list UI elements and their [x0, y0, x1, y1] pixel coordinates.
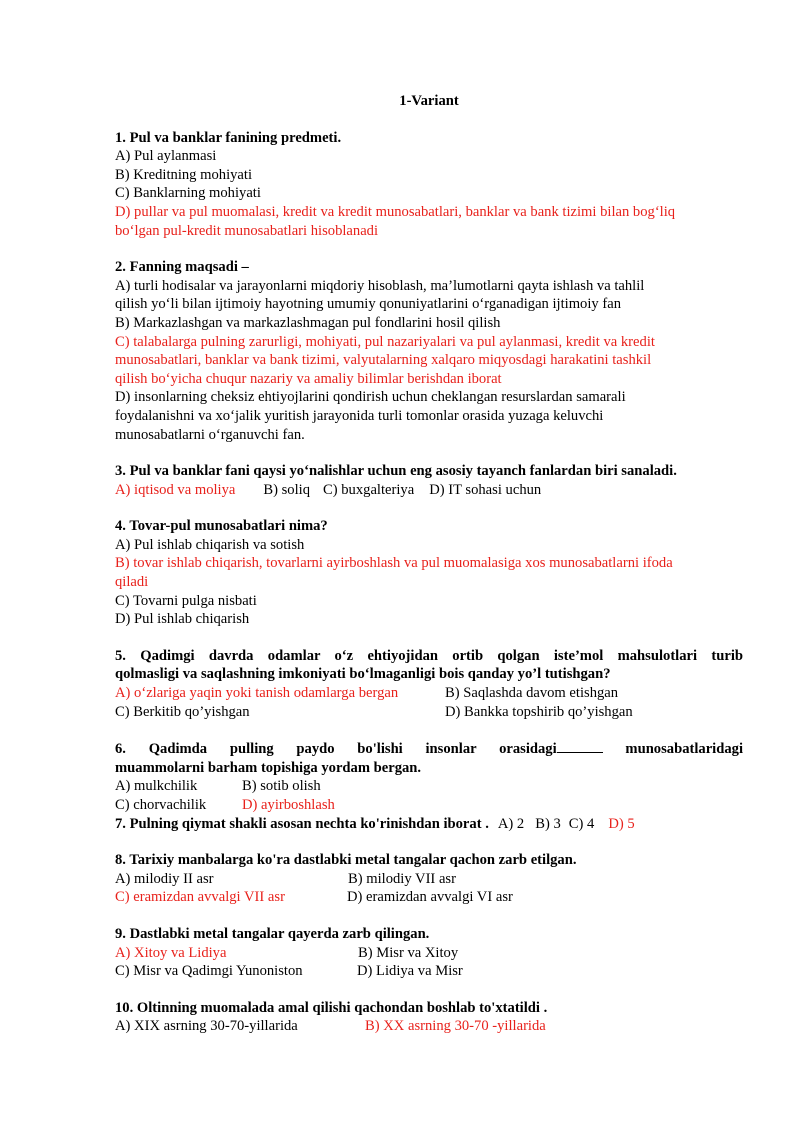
question-6-option-b: B) sotib olish	[242, 778, 321, 795]
question-2-option-a-line-2: qilish yo‘li bilan ijtimoiy hayotning umumiy qonuniyatlarini o‘rganadigan ijtimoiy fan	[115, 296, 621, 313]
question-4-option-b-line-2: qiladi	[115, 574, 149, 591]
question-8-option-a: A) milodiy II asr	[115, 870, 214, 887]
question-1-option-a: A) Pul aylanmasi	[115, 148, 217, 165]
question-9-option-b: B) Misr va Xitoy	[358, 944, 459, 961]
question-2-option-c-line-1: C) talabalarga pulning zarurligi, mohiyati, pul nazariyalari va pul aylanmasi, kredit va kredit	[115, 333, 655, 350]
question-7-text: 7. Pulning qiymat shakli asosan nechta ko'rinishdan iborat .	[115, 815, 489, 832]
question-3-option-a-correct: A) iqtisod va moliya	[115, 481, 236, 498]
question-9-option-a-correct: A) Xitoy va Lidiya	[115, 944, 227, 961]
question-5	[115, 647, 743, 721]
question-7-line	[115, 815, 743, 834]
question-2-option-d-line-1: D) insonlarning cheksiz ehtiyojlarini qondirish uchun cheklangan resurslardan samarali	[115, 389, 626, 406]
question-4-text: 4. Tovar-pul munosabatlari nima?	[115, 518, 328, 535]
variant-title: 1-Variant	[399, 93, 459, 109]
question-2-option-b: B) Markazlashgan va markazlashmagan pul fondlarini hosil qilish	[115, 314, 501, 331]
question-9-text: 9. Dastlabki metal tangalar qayerda zarb qilingan.	[115, 925, 430, 942]
question-9-option-c: C) Misr va Qadimgi Yunoniston	[115, 963, 303, 980]
question-6-options-row-1	[115, 777, 743, 796]
question-1	[115, 129, 743, 241]
question-1-option-d-line-1: D) pullar va pul muomalasi, kredit va kredit munosabatlari, banklar va bank tizimi bilan bog‘liq	[115, 203, 676, 220]
question-3-text: 3. Pul va banklar fani qaysi yo‘nalishlar uchun eng asosiy tayanch fanlardan biri sanaladi.	[115, 463, 677, 480]
question-10-text: 10. Oltinning muomalada amal qilishi qachondan boshlab to'xtatildi .	[115, 999, 548, 1016]
document-page	[115, 92, 743, 1054]
question-6-options-row-2	[115, 796, 743, 815]
question-6-text-line-1	[115, 739, 743, 759]
question-10-options-row-1	[115, 1017, 743, 1036]
question-1-option-c: C) Banklarning mohiyati	[115, 185, 261, 202]
question-1-option-d-line-2: bo‘lgan pul-kredit munosabatlari hisoblanadi	[115, 222, 379, 239]
question-7-option-b: B) 3	[535, 815, 561, 832]
question-10	[115, 999, 743, 1036]
question-2-option-a-line-1: A) turli hodisalar va jarayonlarni miqdoriy hisoblash, ma’lumotlarni qayta ishlash va tahlil	[115, 277, 645, 294]
question-5-option-d: D) Bankka topshirib qo’yishgan	[445, 703, 633, 720]
question-7-option-a: A) 2	[497, 815, 525, 832]
question-6-blank	[557, 739, 603, 753]
question-9-option-d: D) Lidiya va Misr	[357, 963, 463, 980]
question-6-option-a: A) mulkchilik	[115, 778, 198, 795]
question-2	[115, 258, 743, 444]
question-9	[115, 925, 743, 981]
question-8-options-row-2	[115, 888, 743, 907]
question-5-option-a-correct: A) o‘zlariga yaqin yoki tanish odamlarga bergan	[115, 685, 399, 702]
question-5-text-line-2: qolmasligi va saqlashning imkoniyati bo‘lmaganligi bois qanday yo’l tutishgan?	[115, 666, 611, 683]
question-4-option-b-line-1: B) tovar ishlab chiqarish, tovarlarni ayirboshlash va pul muomalasiga xos munosabatlarni ifoda	[115, 555, 673, 572]
question-8-options-row-1	[115, 870, 743, 889]
question-4	[115, 517, 743, 629]
question-9-options-row-2	[115, 962, 743, 981]
question-2-option-d-line-2: foydalanishni va xo‘jalik yuritish jarayonida turli tomonlar orasida yuzaga keluvchi	[115, 407, 604, 424]
question-1-text: 1. Pul va banklar fanining predmeti.	[115, 129, 342, 146]
question-2-option-c-line-3: qilish bo‘yicha chuqur nazariy va amaliy bilimlar berishdan iborat	[115, 370, 502, 387]
question-4-option-a: A) Pul ishlab chiqarish va sotish	[115, 536, 305, 553]
question-9-options-row-1	[115, 944, 743, 963]
question-2-option-c-line-2: munosabatlari, banklar va bank tizimi, valyutalarning xalqaro miqyosdagi harakatini tashkil	[115, 352, 652, 369]
question-6	[115, 739, 743, 814]
question-10-option-a: A) XIX asrning 30-70-yillarida	[115, 1018, 298, 1035]
question-4-option-b-correct	[115, 554, 743, 591]
question-3-option-d: D) IT sohasi uchun	[429, 481, 542, 498]
question-2-option-c-correct	[115, 333, 743, 389]
question-2-option-d-line-3: munosabatlarni o‘rganuvchi fan.	[115, 426, 305, 443]
question-7	[115, 815, 743, 834]
question-8-option-c-correct: C) eramizdan avvalgi VII asr	[115, 889, 285, 906]
question-8-option-d: D) eramizdan avvalgi VI asr	[347, 889, 513, 906]
question-5-text-line-1: 5. Qadimgi davrda odamlar o‘z ehtiyojidan ortib qolgan iste’mol mahsulotlari turib	[115, 647, 743, 664]
question-7-option-d-correct: D) 5	[608, 815, 635, 832]
question-6-text-part-1: 6. Qadimda pulling paydo bo'lishi insonlar orasidagi	[115, 741, 557, 758]
question-3-option-b: B) soliq	[263, 481, 311, 498]
question-6-text-line-2: muammolarni barham topishiga yordam bergan.	[115, 759, 422, 776]
question-5-options-row-1	[115, 684, 743, 703]
question-8	[115, 851, 743, 907]
question-1-option-d-correct	[115, 203, 743, 240]
question-6-option-c: C) chorvachilik	[115, 797, 207, 813]
question-4-option-d: D) Pul ishlab chiqarish	[115, 611, 250, 628]
question-6-option-d-correct: D) ayirboshlash	[242, 797, 335, 813]
question-8-option-b: B) milodiy VII asr	[348, 870, 456, 887]
question-5-options-row-2	[115, 703, 743, 722]
question-8-text: 8. Tarixiy manbalarga ko'ra dastlabki metal tangalar qachon zarb etilgan.	[115, 852, 577, 869]
question-10-option-b-correct: B) XX asrning 30-70 -yillarida	[365, 1018, 546, 1035]
question-6-text-part-2: munosabatlaridagi	[602, 741, 744, 758]
question-3-options	[115, 481, 743, 500]
question-4-option-c: C) Tovarni pulga nisbati	[115, 592, 257, 609]
question-7-option-c: C) 4	[568, 815, 595, 832]
question-5-option-b: B) Saqlashda davom etishgan	[445, 685, 619, 702]
question-2-text: 2. Fanning maqsadi –	[115, 259, 249, 276]
question-3	[115, 462, 743, 499]
question-1-option-b: B) Kreditning mohiyati	[115, 166, 253, 183]
question-5-option-c: C) Berkitib qo’yishgan	[115, 703, 250, 720]
question-3-option-c: C) buxgalteriya	[323, 481, 415, 498]
